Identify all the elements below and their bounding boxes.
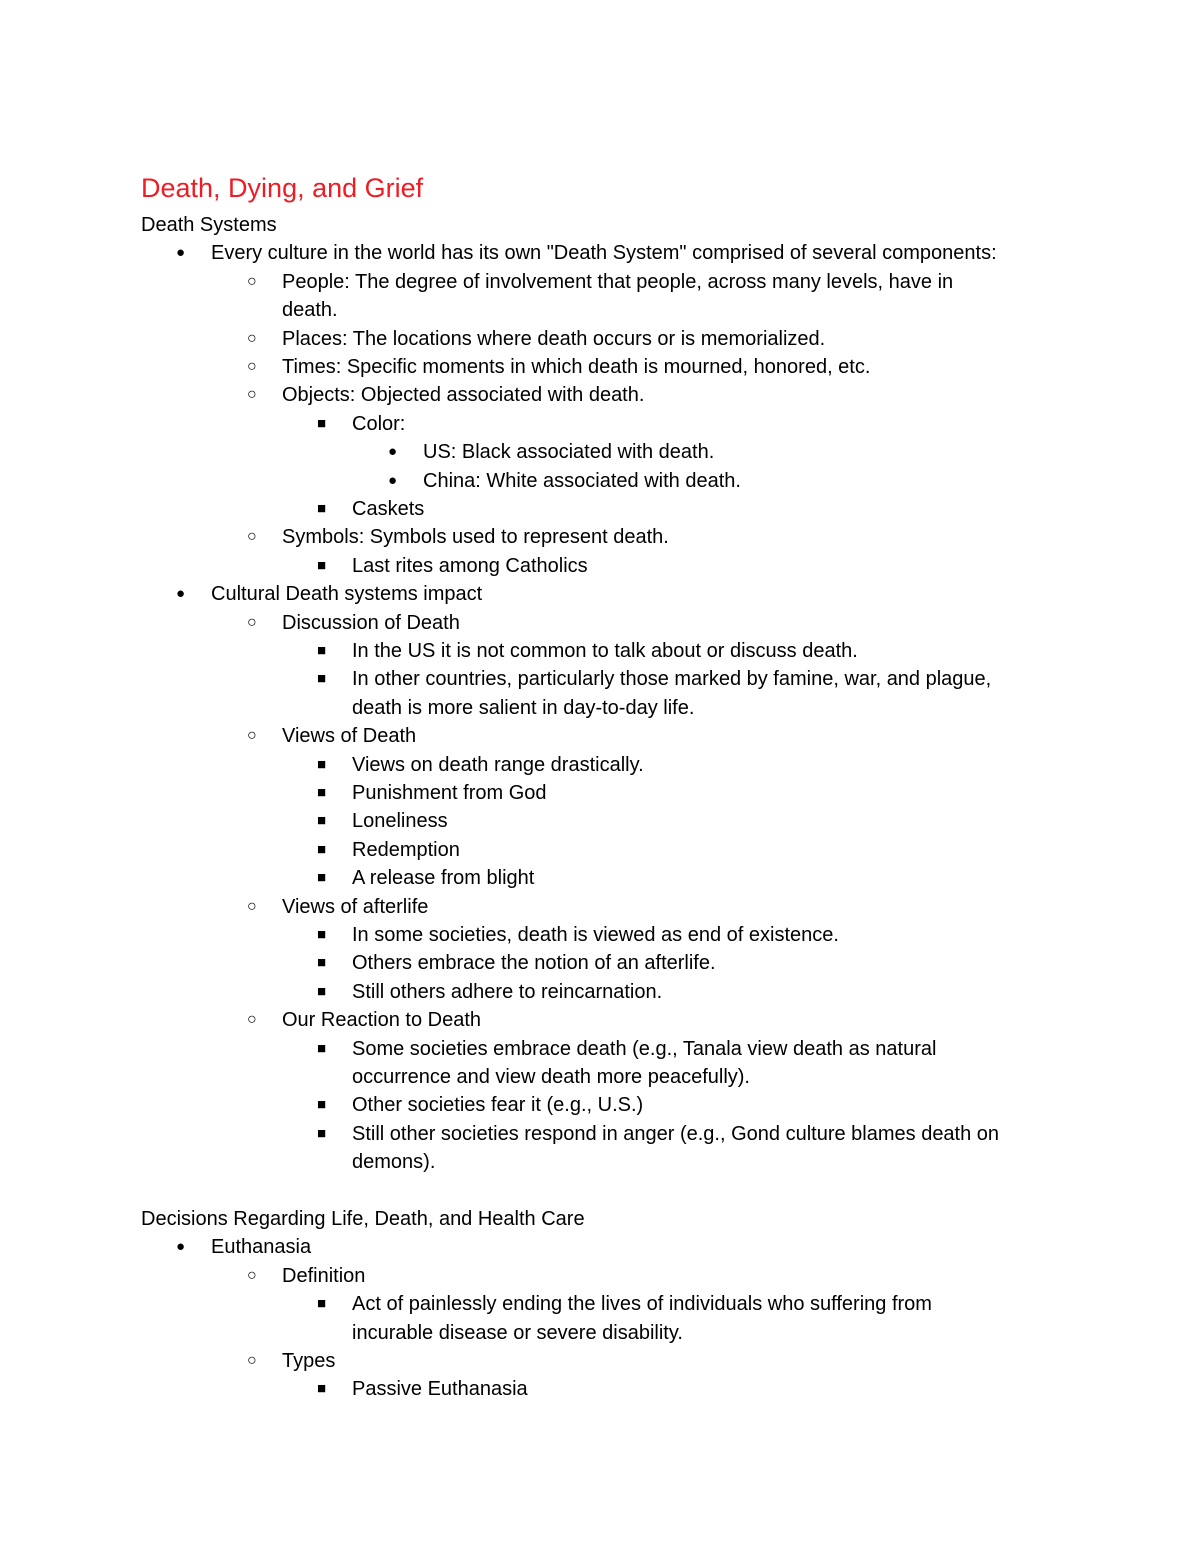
bullet-level2-icon: ○ xyxy=(247,898,257,915)
list-item: Definition xyxy=(282,1265,366,1287)
bullet-level4-icon: ● xyxy=(388,443,398,460)
list-item: Symbols: Symbols used to represent death. xyxy=(282,526,669,548)
list-item: Passive Euthanasia xyxy=(352,1378,528,1400)
list-item: Punishment from God xyxy=(352,782,547,804)
bullet-level3-icon: ■ xyxy=(317,1295,327,1312)
list-item: In the US it is not common to talk about or discuss death. xyxy=(352,640,858,662)
bullet-level3-icon: ■ xyxy=(317,926,327,943)
list-item: US: Black associated with death. xyxy=(423,441,715,463)
list-item: Others embrace the notion of an afterlife. xyxy=(352,952,716,974)
bullet-level3-icon: ■ xyxy=(317,784,327,801)
list-item: Every culture in the world has its own "Death System" comprised of several components: xyxy=(211,242,997,264)
list-item: Types xyxy=(282,1350,336,1372)
list-item: Objects: Objected associated with death. xyxy=(282,384,645,406)
list-item: Views of Death xyxy=(282,725,417,747)
list-item: Euthanasia xyxy=(211,1236,312,1258)
list-item: A release from blight xyxy=(352,867,535,889)
list-item: Cultural Death systems impact xyxy=(211,583,483,605)
bullet-level3-icon: ■ xyxy=(317,812,327,829)
list-item: Loneliness xyxy=(352,810,448,832)
bullet-level3-icon: ■ xyxy=(317,954,327,971)
bullet-level2-icon: ○ xyxy=(247,614,257,631)
section-heading: Decisions Regarding Life, Death, and Health Care xyxy=(141,1208,585,1230)
bullet-level1-icon: ● xyxy=(176,585,186,602)
list-item: Times: Specific moments in which death is mourned, honored, etc. xyxy=(282,356,871,378)
bullet-level3-icon: ■ xyxy=(317,1040,327,1057)
bullet-level3-icon: ■ xyxy=(317,1125,327,1142)
list-item: Still others adhere to reincarnation. xyxy=(352,981,663,1003)
bullet-level1-icon: ● xyxy=(176,1238,186,1255)
bullet-level3-icon: ■ xyxy=(317,500,327,517)
bullet-level2-icon: ○ xyxy=(247,273,257,290)
bullet-level3-icon: ■ xyxy=(317,1096,327,1113)
list-item: Last rites among Catholics xyxy=(352,555,588,577)
list-item-continuation: demons). xyxy=(352,1151,436,1173)
bullet-level2-icon: ○ xyxy=(247,727,257,744)
bullet-level2-icon: ○ xyxy=(247,1011,257,1028)
bullet-level2-icon: ○ xyxy=(247,386,257,403)
bullet-level2-icon: ○ xyxy=(247,528,257,545)
list-item: Places: The locations where death occurs or is memorialized. xyxy=(282,328,826,350)
bullet-level3-icon: ■ xyxy=(317,983,327,1000)
bullet-level2-icon: ○ xyxy=(247,358,257,375)
list-item: People: The degree of involvement that people, across many levels, have in xyxy=(282,271,954,293)
document-title: Death, Dying, and Grief xyxy=(141,173,424,203)
bullet-level2-icon: ○ xyxy=(247,330,257,347)
bullet-level3-icon: ■ xyxy=(317,841,327,858)
list-item: Still other societies respond in anger (e.g., Gond culture blames death on xyxy=(352,1123,1000,1145)
list-item: Views on death range drastically. xyxy=(352,754,644,776)
list-item: Other societies fear it (e.g., U.S.) xyxy=(352,1094,644,1116)
list-item: China: White associated with death. xyxy=(423,470,741,492)
list-item: Color: xyxy=(352,413,406,435)
bullet-level3-icon: ■ xyxy=(317,756,327,773)
list-item: Caskets xyxy=(352,498,425,520)
list-item-continuation: death is more salient in day-to-day life. xyxy=(352,697,695,719)
list-item: Our Reaction to Death xyxy=(282,1009,481,1031)
list-item: In some societies, death is viewed as end of existence. xyxy=(352,924,839,946)
bullet-level1-icon: ● xyxy=(176,244,186,261)
list-item-continuation: incurable disease or severe disability. xyxy=(352,1322,683,1344)
list-item: Redemption xyxy=(352,839,460,861)
bullet-level3-icon: ■ xyxy=(317,869,327,886)
list-item-continuation: death. xyxy=(282,299,338,321)
bullet-level4-icon: ● xyxy=(388,472,398,489)
section-heading: Death Systems xyxy=(141,214,277,236)
bullet-level3-icon: ■ xyxy=(317,670,327,687)
list-item: Views of afterlife xyxy=(282,896,429,918)
bullet-level3-icon: ■ xyxy=(317,557,327,574)
list-item-continuation: occurrence and view death more peacefully). xyxy=(352,1066,750,1088)
list-item: Some societies embrace death (e.g., Tanala view death as natural xyxy=(352,1038,937,1060)
list-item: In other countries, particularly those marked by famine, war, and plague, xyxy=(352,668,992,690)
bullet-level3-icon: ■ xyxy=(317,415,327,432)
list-item: Discussion of Death xyxy=(282,612,460,634)
list-item: Act of painlessly ending the lives of individuals who suffering from xyxy=(352,1293,932,1315)
bullet-level3-icon: ■ xyxy=(317,642,327,659)
bullet-level2-icon: ○ xyxy=(247,1267,257,1284)
bullet-level2-icon: ○ xyxy=(247,1352,257,1369)
bullet-level3-icon: ■ xyxy=(317,1380,327,1397)
